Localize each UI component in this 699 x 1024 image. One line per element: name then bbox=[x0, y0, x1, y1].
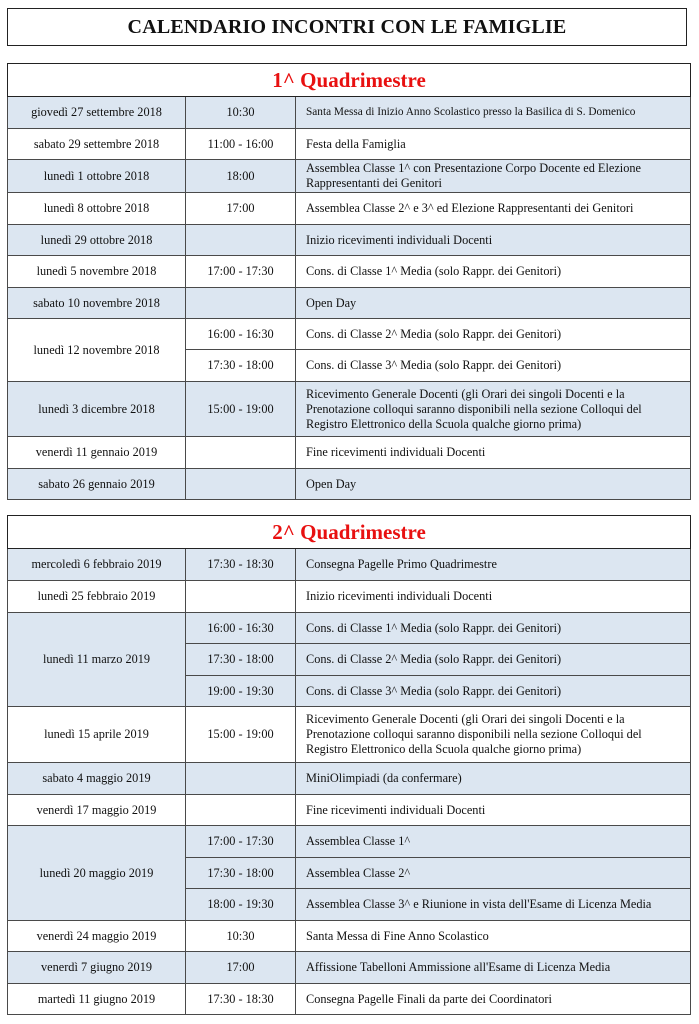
table-row bbox=[8, 707, 691, 763]
table-row bbox=[8, 97, 691, 129]
event-description: Cons. di Classe 2^ Media (solo Rappr. dei Genitori) bbox=[296, 644, 691, 676]
event-time bbox=[186, 288, 296, 319]
event-date: sabato 10 novembre 2018 bbox=[8, 288, 186, 319]
event-date: venerdì 7 giugno 2019 bbox=[8, 952, 186, 984]
event-time: 17:00 - 17:30 bbox=[186, 826, 296, 858]
event-date: giovedì 27 settembre 2018 bbox=[8, 97, 186, 129]
table-row bbox=[8, 952, 691, 984]
table-row bbox=[8, 382, 691, 437]
event-description: MiniOlimpiadi (da confermare) bbox=[296, 763, 691, 795]
table-row bbox=[8, 437, 691, 469]
event-date: venerdì 24 maggio 2019 bbox=[8, 921, 186, 952]
event-date: sabato 29 settembre 2018 bbox=[8, 129, 186, 160]
event-time bbox=[186, 437, 296, 469]
event-time: 15:00 - 19:00 bbox=[186, 707, 296, 763]
event-time: 17:30 - 18:00 bbox=[186, 858, 296, 889]
event-date: sabato 4 maggio 2019 bbox=[8, 763, 186, 795]
event-description: Assemblea Classe 2^ e 3^ ed Elezione Rappresentanti dei Genitori bbox=[296, 193, 691, 225]
event-description: Assemblea Classe 1^ bbox=[296, 826, 691, 858]
event-time: 17:30 - 18:00 bbox=[186, 350, 296, 382]
event-description: Consegna Pagelle Finali da parte dei Coordinatori bbox=[296, 984, 691, 1015]
page-title-box bbox=[7, 8, 687, 46]
event-description: Fine ricevimenti individuali Docenti bbox=[296, 795, 691, 826]
event-date: lunedì 8 ottobre 2018 bbox=[8, 193, 186, 225]
event-time bbox=[186, 225, 296, 256]
event-description: Assemblea Classe 2^ bbox=[296, 858, 691, 889]
event-date: lunedì 29 ottobre 2018 bbox=[8, 225, 186, 256]
page-title: CALENDARIO INCONTRI CON LE FAMIGLIE bbox=[127, 15, 567, 38]
event-date: lunedì 1 ottobre 2018 bbox=[8, 160, 186, 193]
event-date: mercoledì 6 febbraio 2019 bbox=[8, 549, 186, 581]
event-description: Assemblea Classe 1^ con Presentazione Corpo Docente ed Elezione Rappresentanti dei Genitori bbox=[296, 160, 691, 193]
event-date: lunedì 12 novembre 2018 bbox=[8, 319, 186, 382]
table-row bbox=[8, 160, 691, 193]
event-time: 15:00 - 19:00 bbox=[186, 382, 296, 437]
event-date: lunedì 25 febbraio 2019 bbox=[8, 581, 186, 613]
table-row bbox=[8, 921, 691, 952]
event-time: 10:30 bbox=[186, 921, 296, 952]
event-date: lunedì 15 aprile 2019 bbox=[8, 707, 186, 763]
event-description: Cons. di Classe 3^ Media (solo Rappr. dei Genitori) bbox=[296, 676, 691, 707]
event-date: venerdì 17 maggio 2019 bbox=[8, 795, 186, 826]
table-row bbox=[8, 319, 691, 350]
event-description: Consegna Pagelle Primo Quadrimestre bbox=[296, 549, 691, 581]
event-date: lunedì 11 marzo 2019 bbox=[8, 613, 186, 707]
event-description: Inizio ricevimenti individuali Docenti bbox=[296, 581, 691, 613]
table-row bbox=[8, 613, 691, 644]
event-time: 17:00 bbox=[186, 952, 296, 984]
event-date: martedì 11 giugno 2019 bbox=[8, 984, 186, 1015]
table-row bbox=[8, 256, 691, 288]
table-row bbox=[8, 549, 691, 581]
event-description: Santa Messa di Inizio Anno Scolastico presso la Basilica di S. Domenico bbox=[296, 97, 691, 129]
event-description: Ricevimento Generale Docenti (gli Orari dei singoli Docenti e la Prenotazione colloqui saranno disponibili nella sezione Colloqui del Registro Elettronico della Scuola qualche giorno prima) bbox=[296, 382, 691, 437]
event-time: 18:00 - 19:30 bbox=[186, 889, 296, 921]
event-description: Cons. di Classe 2^ Media (solo Rappr. dei Genitori) bbox=[296, 319, 691, 350]
event-time: 17:00 - 17:30 bbox=[186, 256, 296, 288]
event-time bbox=[186, 795, 296, 826]
event-time: 10:30 bbox=[186, 97, 296, 129]
table-row bbox=[8, 288, 691, 319]
table-row bbox=[8, 581, 691, 613]
table-row bbox=[8, 795, 691, 826]
event-time: 17:00 bbox=[186, 193, 296, 225]
schedule-table-q1 bbox=[7, 63, 691, 500]
section-header-q1: 1^ Quadrimestre bbox=[8, 64, 691, 97]
event-date: sabato 26 gennaio 2019 bbox=[8, 469, 186, 500]
event-description: Inizio ricevimenti individuali Docenti bbox=[296, 225, 691, 256]
event-description: Open Day bbox=[296, 469, 691, 500]
event-time bbox=[186, 581, 296, 613]
section-header-q2: 2^ Quadrimestre bbox=[8, 516, 691, 549]
event-time bbox=[186, 469, 296, 500]
event-description: Fine ricevimenti individuali Docenti bbox=[296, 437, 691, 469]
event-description: Festa della Famiglia bbox=[296, 129, 691, 160]
event-description: Cons. di Classe 1^ Media (solo Rappr. dei Genitori) bbox=[296, 256, 691, 288]
event-description: Ricevimento Generale Docenti (gli Orari dei singoli Docenti e la Prenotazione colloqui saranno disponibili nella sezione Colloqui del Registro Elettronico della Scuola qualche giorno prima) bbox=[296, 707, 691, 763]
event-date: venerdì 11 gennaio 2019 bbox=[8, 437, 186, 469]
event-time bbox=[186, 763, 296, 795]
event-time: 16:00 - 16:30 bbox=[186, 613, 296, 644]
table-row bbox=[8, 129, 691, 160]
event-description: Open Day bbox=[296, 288, 691, 319]
event-time: 17:30 - 18:00 bbox=[186, 644, 296, 676]
schedule-table-q2 bbox=[7, 515, 691, 1015]
table-row bbox=[8, 225, 691, 256]
table-row bbox=[8, 469, 691, 500]
table-row bbox=[8, 763, 691, 795]
event-description: Assemblea Classe 3^ e Riunione in vista dell'Esame di Licenza Media bbox=[296, 889, 691, 921]
event-date: lunedì 5 novembre 2018 bbox=[8, 256, 186, 288]
event-description: Santa Messa di Fine Anno Scolastico bbox=[296, 921, 691, 952]
event-time: 18:00 bbox=[186, 160, 296, 193]
event-date: lunedì 3 dicembre 2018 bbox=[8, 382, 186, 437]
event-date: lunedì 20 maggio 2019 bbox=[8, 826, 186, 921]
table-row bbox=[8, 984, 691, 1015]
event-time: 19:00 - 19:30 bbox=[186, 676, 296, 707]
event-description: Affissione Tabelloni Ammissione all'Esame di Licenza Media bbox=[296, 952, 691, 984]
table-row bbox=[8, 826, 691, 858]
event-description: Cons. di Classe 3^ Media (solo Rappr. dei Genitori) bbox=[296, 350, 691, 382]
event-time: 17:30 - 18:30 bbox=[186, 549, 296, 581]
event-time: 16:00 - 16:30 bbox=[186, 319, 296, 350]
event-description: Cons. di Classe 1^ Media (solo Rappr. dei Genitori) bbox=[296, 613, 691, 644]
table-row bbox=[8, 193, 691, 225]
event-time: 17:30 - 18:30 bbox=[186, 984, 296, 1015]
event-time: 11:00 - 16:00 bbox=[186, 129, 296, 160]
